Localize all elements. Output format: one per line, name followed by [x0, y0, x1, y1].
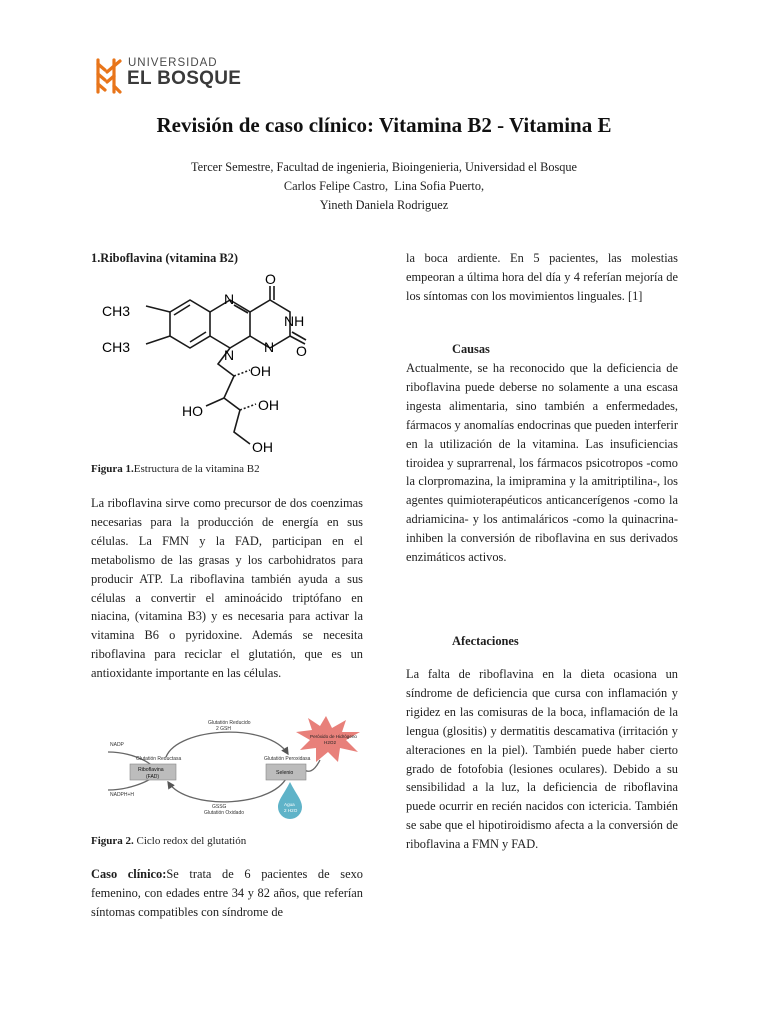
diagram-bottom-label: GSSG [212, 804, 227, 810]
logo-line-2: EL BOSQUE [127, 68, 242, 89]
figure-1-caption [91, 463, 260, 475]
figure-2-text: Ciclo redox del glutatión [133, 835, 247, 847]
left-column-paragraph [91, 494, 363, 683]
causas-paragraph: Actualmente, se ha reconocido que la deficiencia de riboflavina puede deberse no solamente a una escasa ingesta alimentaria, sino también a enfermedades, fármacos y anomalías endocrinas que pueden interferir en la utilización de la vitamina. Las insuficiencias tiroidea y suprarrenal, los fármacos psicotropos -como la clorpromazina, la imipramina y la amitriptilina-, los agentes quimioterapéuticos anticancerígenos -como la adriamicina- y los antimaláricos -como la quinacrina- inhiben la conversión de riboflavina en sus derivados enzimáticos activos. [406, 361, 678, 565]
diagram-top-sub: 2 GSH [216, 726, 232, 732]
riboflavin-structure [100, 272, 310, 462]
diagram-left-box-sub: (FAD) [146, 774, 160, 780]
causas-block [406, 359, 678, 567]
caso-clinico-block [91, 865, 363, 922]
university-logo [92, 56, 242, 96]
oxygen-label: O [265, 272, 276, 287]
diagram-left-label: Glutatión Reductasa [136, 756, 182, 762]
hydroxyl-label: HO [182, 403, 203, 419]
figure-2-caption [91, 835, 246, 847]
caso-clinico-text: Se trata de 6 pacientes de sexo femenino, con edades entre 34 y 82 años, que referían síntomas compatibles con síndrome de [91, 867, 363, 919]
diagram-nadp-label: NADP [110, 742, 124, 748]
methyl-label: CH3 [102, 339, 131, 355]
nitrogen-label: N [264, 339, 275, 355]
diagram-drop-label: Agua [284, 802, 295, 807]
diagram-drop-sub: 2 H2O [284, 808, 298, 813]
glutathione-cycle-diagram [88, 712, 364, 822]
nitrogen-label: N [224, 291, 235, 307]
affiliation-line: Tercer Semestre, Facultad de ingenieria, Bioingenieria, Universidad el Bosque [190, 160, 578, 174]
figure-2-label: Figura 2. [91, 835, 134, 847]
afectaciones-paragraph: La falta de riboflavina en la dieta ocasiona un síndrome de deficiencia que cursa con inflamación y rigidez en las comisuras de la boca, inflamación de la lengua (glositis) y dermatitis descamativa (irritación y alteraciones en la piel). También puede haber cierto grado de fotofobia (lesiones oculares). Debido a su sensibilidad a la luz, la deficiencia de riboflavina puede ocurrir en recién nacidos con ictericia. También se sabe que el hipotiroidismo afecta a la conversión de riboflavina a FMN y FAD. [406, 667, 678, 852]
figure-1-text: Estructura de la vitamina B2 [133, 463, 260, 475]
oxygen-label: O [296, 343, 307, 359]
diagram-star-label: Peróxido de Hidrógeno [310, 734, 357, 739]
diagram-nadph-label: NADPH+H [110, 792, 135, 798]
diagram-right-box-label: Selenio [276, 770, 294, 776]
caso-continuation-paragraph: la boca ardiente. En 5 pacientes, las molestias empeoran a última hora del día y 4 referían mejoría de los síntomas con los movimientos linguales. [1] [406, 251, 678, 303]
diagram-star-sub: H2O2 [324, 740, 337, 745]
section-heading-afectaciones: Afectaciones [452, 634, 519, 648]
methyl-label: CH3 [102, 303, 131, 319]
diagram-left-box-label: Riboflavina [138, 767, 164, 773]
university-emblem-icon [92, 56, 124, 96]
nitrogen-label: N [224, 347, 235, 363]
caso-clinico-label: Caso clínico: [91, 867, 167, 881]
section-heading-causas: Causas [452, 342, 490, 356]
water-drop-icon [278, 782, 302, 819]
figure-1-label: Figura 1. [91, 463, 134, 475]
right-column-intro [406, 249, 678, 306]
hydroxyl-label: OH [250, 363, 271, 379]
nh-label: NH [284, 313, 305, 329]
hydroxyl-label: OH [252, 439, 273, 455]
riboflavin-paragraph: La riboflavina sirve como precursor de dos coenzimas necesarias para la producción de energía en sus células. La FMN y la FAD, participan en el metabolismo de las grasas y los carbohidratos para producir ATP. La riboflavina también ayuda a sus células a convertir el aminoácido triptófano en niacina, (vitamina B3) y es necesaria para activar la vitamina B6 o pyridoxine. Además se necesita riboflavina para reciclar el glutatión, que es un antioxidante importante en las células. [91, 496, 363, 681]
authors-line: Yineth Daniela Rodriguez [319, 198, 449, 212]
hydroxyl-label: OH [258, 397, 279, 413]
diagram-bottom-sub: Glutatión Oxidado [204, 810, 245, 816]
authors-block [0, 158, 768, 215]
authors-line: Carlos Felipe Castro, Lina Sofia Puerto, [283, 179, 485, 193]
logo-line-1: UNIVERSIDAD [128, 57, 218, 69]
diagram-top-label: Glutatión Reducido [208, 720, 251, 726]
page-title: Revisión de caso clínico: Vitamina B2 - Vitamina E [156, 113, 612, 137]
section-heading-riboflavina: 1.Riboflavina (vitamina B2) [91, 251, 238, 265]
diagram-right-label: Glutatión Peroxidasa [264, 756, 311, 762]
afectaciones-block [406, 665, 678, 854]
